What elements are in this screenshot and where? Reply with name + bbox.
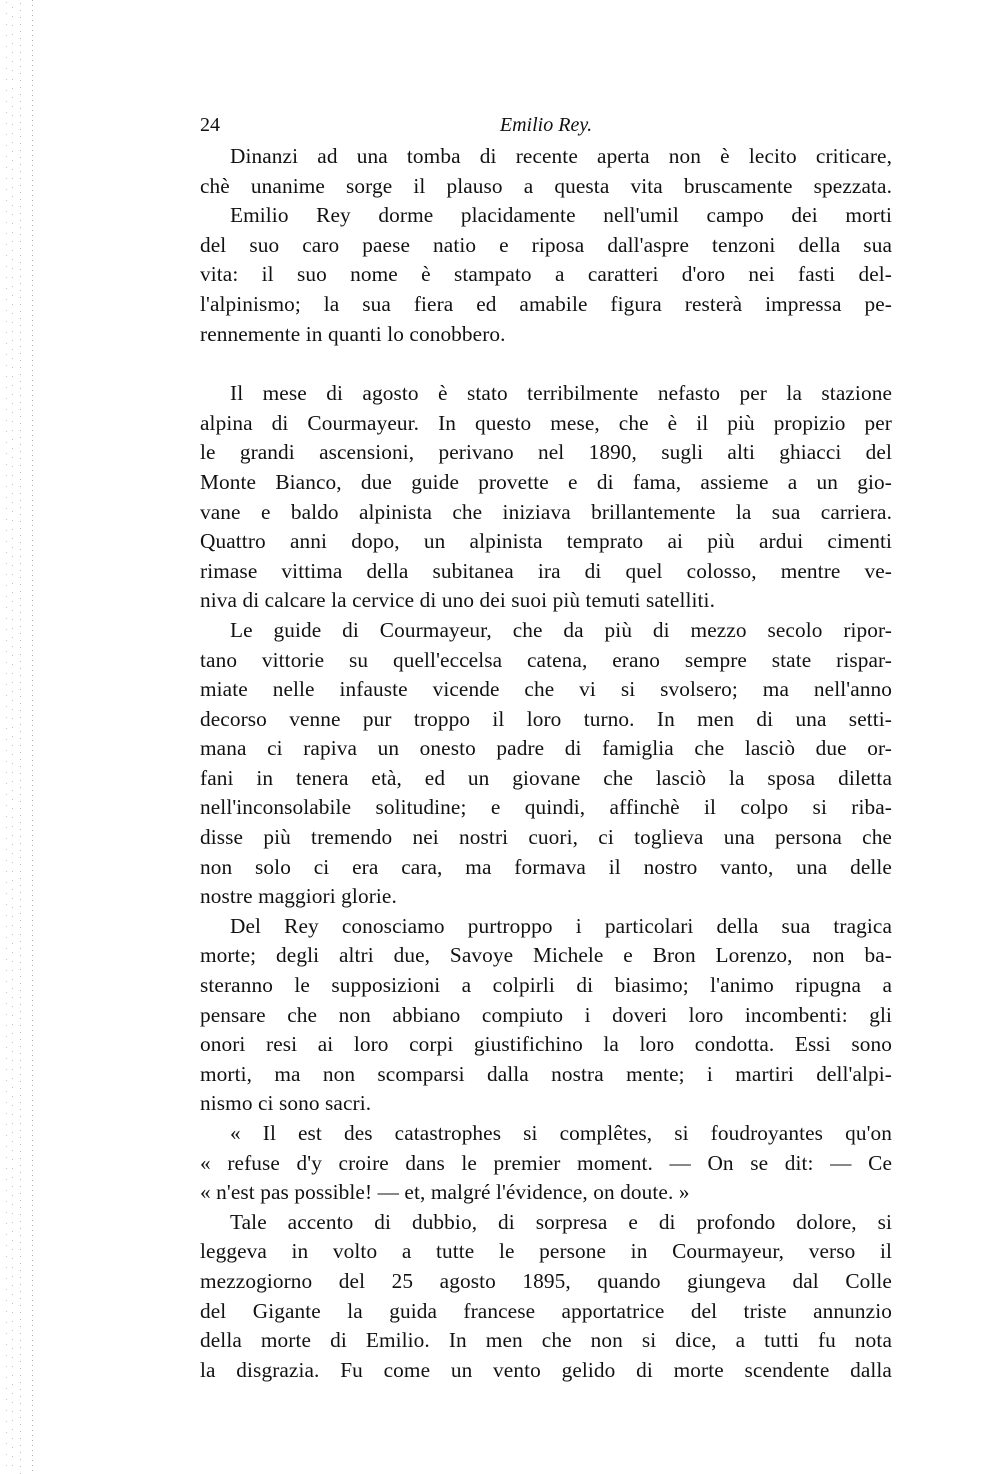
paragraph: [200, 201, 892, 349]
scan-margin-artifacts: [0, 0, 70, 1474]
paragraph: [200, 1208, 892, 1386]
text-line: nostre maggiori glorie.: [200, 884, 397, 909]
text-line: Le guide di Courmayeur, che da più di mezzo secolo ripor-: [230, 617, 892, 642]
text-line: le grandi ascensioni, perivano nel 1890, sugli alti ghiacci del: [200, 440, 892, 465]
text-line: mezzogiorno del 25 agosto 1895, quando giungeva dal Colle: [200, 1268, 892, 1293]
text-line: rennemente in quanti lo conobbero.: [200, 321, 506, 346]
text-line: non solo ci era cara, ma formava il nostro vanto, una delle: [200, 854, 892, 879]
text-line: Monte Bianco, due guide provette e di fama, assieme a un gio-: [200, 469, 892, 494]
paragraph: [200, 142, 892, 201]
paragraph: [200, 616, 892, 912]
text-line: « Il est des catastrophes si complêtes, si foudroyantes qu'on: [230, 1121, 892, 1145]
text-line: miate nelle infauste vicende che vi si svolsero; ma nell'anno: [200, 677, 892, 702]
text-line: chè unanime sorge il plauso a questa vita bruscamente spezzata.: [200, 173, 892, 198]
text-line: Tale accento di dubbio, di sorpresa e di profondo dolore, si: [230, 1209, 892, 1234]
text-line: disse più tremendo nei nostri cuori, ci toglieva una persona che: [200, 825, 892, 850]
text-line: Del Rey conosciamo purtroppo i particolari della sua tragica: [230, 913, 892, 938]
text-line: del suo caro paese natio e riposa dall'aspre tenzoni della sua: [200, 232, 892, 257]
text-line: leggeva in volto a tutte le persone in Courmayeur, verso il: [200, 1239, 892, 1264]
text-line: mana ci rapiva un onesto padre di famiglia che lasciò due or-: [200, 736, 892, 761]
text-line: della morte di Emilio. In men che non si dice, a tutti fu nota: [200, 1328, 892, 1353]
text-line: vane e baldo alpinista che iniziava brillantemente la sua carriera.: [200, 499, 892, 524]
text-line: l'alpinismo; la sua fiera ed amabile figura resterà impressa pe-: [200, 291, 892, 316]
book-page: [200, 108, 892, 1385]
text-line: morte; degli altri due, Savoye Michele e Bron Lorenzo, non ba-: [200, 943, 892, 968]
text-line: Quattro anni dopo, un alpinista temprato ai più ardui cimenti: [200, 529, 892, 554]
text-line: « n'est pas possible! — et, malgré l'évidence, on doute. »: [200, 1180, 690, 1205]
text-line: morti, ma non scomparsi dalla nostra mente; i martiri dell'alpi-: [200, 1061, 892, 1086]
text-line: vita: il suo nome è stampato a caratteri d'oro nei fasti del-: [200, 262, 892, 287]
text-line: del Gigante la guida francese apportatrice del triste annunzio: [200, 1298, 892, 1323]
text-line: « refuse d'y croire dans le premier moment. — On se dit: — Ce: [200, 1150, 892, 1175]
paragraph: [200, 912, 892, 1119]
text-line: pensare che non abbiano compiuto i doveri loro incombenti: gli: [200, 1002, 892, 1027]
running-title: Emilio Rey.: [499, 114, 593, 136]
text-line: decorso venne pur troppo il loro turno. In men di una setti-: [200, 706, 892, 731]
text-line: rimase vittima della subitanea ira di quel colosso, mentre ve-: [200, 558, 892, 583]
text-line: niva di calcare la cervice di uno dei suoi più temuti satelliti.: [200, 588, 715, 613]
text-line: Dinanzi ad una tomba di recente aperta non è lecito criticare,: [230, 144, 892, 168]
running-header: [200, 108, 892, 142]
text-line: steranno le supposizioni a colpirli di biasimo; l'animo ripugna a: [200, 973, 892, 998]
text-line: nismo ci sono sacri.: [200, 1091, 372, 1116]
text-line: Il mese di agosto è stato terribilmente nefasto per la stazione: [230, 381, 892, 406]
section-break: [200, 349, 892, 379]
text-line: alpina di Courmayeur. In questo mese, che è il più propizio per: [200, 410, 892, 435]
text-line: la disgrazia. Fu come un vento gelido di morte scendente dalla: [200, 1357, 892, 1382]
page-number: 24: [200, 114, 220, 136]
text-line: fani in tenera età, ed un giovane che lasciò la sposa diletta: [200, 765, 892, 790]
text-line: Emilio Rey dorme placidamente nell'umil campo dei morti: [230, 203, 892, 228]
text-line: nell'inconsolabile solitudine; e quindi, affinchè il colpo si riba-: [200, 795, 892, 820]
text-line: onori resi ai loro corpi giustifichino la loro condotta. Essi sono: [200, 1032, 892, 1057]
paragraph: [200, 379, 892, 616]
text-line: tano vittorie su quell'eccelsa catena, erano sempre state rispar-: [200, 647, 892, 672]
quoted-passage: [200, 1119, 892, 1208]
